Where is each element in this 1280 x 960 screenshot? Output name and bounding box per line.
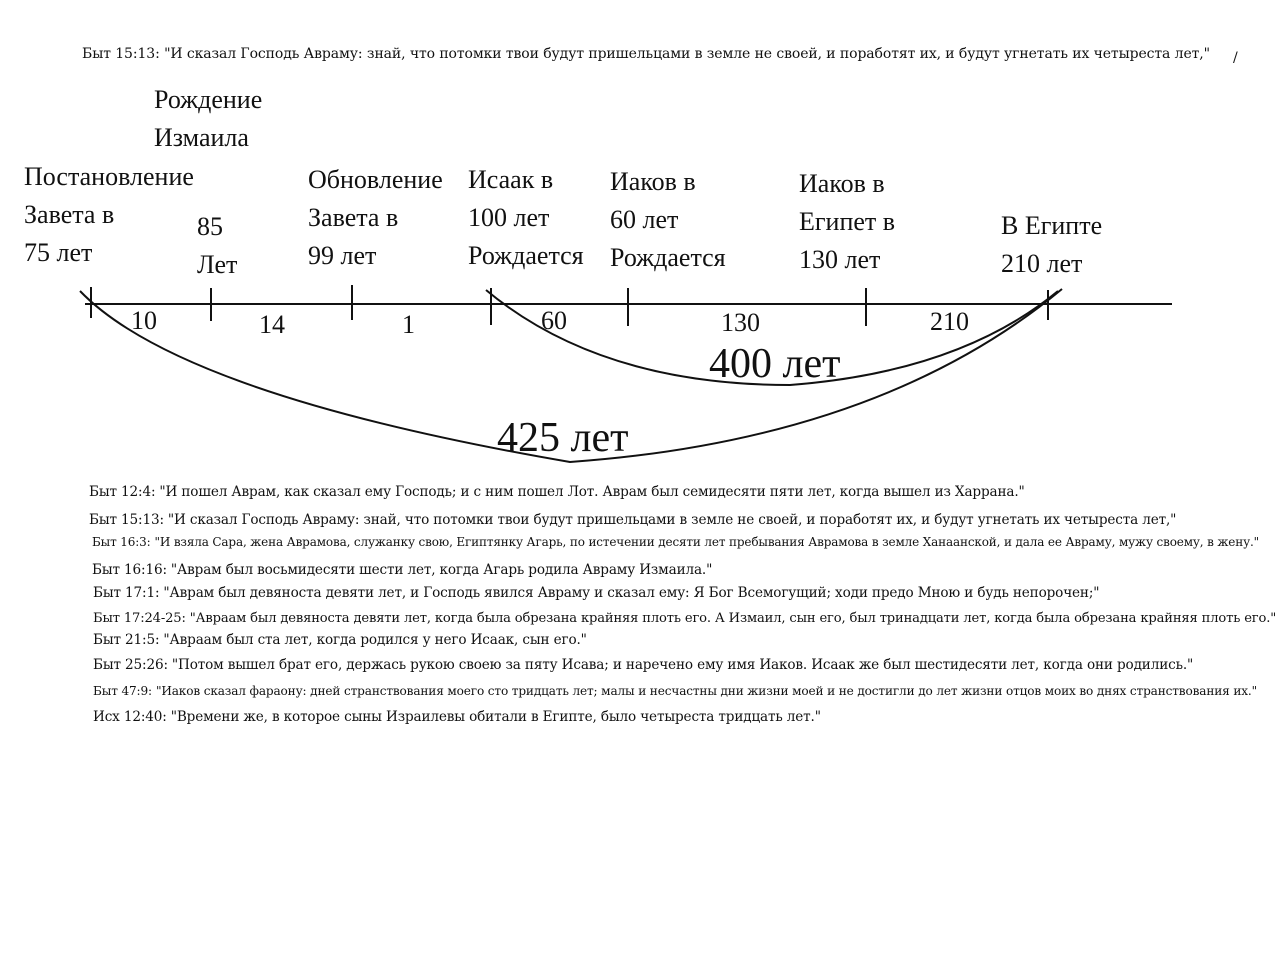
reference-text: "Иаков сказал фараону: дней странствования моего сто тридцать лет; малы и несчастны дни жизни моей и не достигли до лет жизни отцов моих во днях странствования их." (155, 684, 1258, 698)
event-line: В Египте (1001, 211, 1103, 240)
event-jacob-birth (610, 163, 726, 277)
top-quote-text: "И сказал Господь Авраму: знай, что потомки твои будут пришельцами в земле не своей, и поработят их, и будут угнетать их четыреста лет," (164, 46, 1210, 62)
reference-text: "Авраам был девяноста девяти лет, когда была обрезана крайняя плоть его. А Измаил, сын его, был тринадцати лет, когда была обрезана крайняя плоть его." (189, 611, 1277, 626)
reference-book: Быт 25:26: (93, 657, 168, 673)
segment-label: 14 (259, 310, 285, 339)
event-line: Обновление (308, 165, 443, 194)
reference-text: "Потом вышел брат его, держась рукою своею за пяту Исава; и наречено ему имя Иаков. Исаак же был шестидесяти лет, когда они родились." (171, 657, 1194, 673)
stray-mark: / (1233, 50, 1238, 66)
event-line: 100 лет (468, 203, 550, 232)
reference-line (93, 684, 1257, 698)
event-line: Лет (197, 250, 238, 279)
segment-label: 10 (131, 306, 157, 335)
reference-text: "И сказал Господь Авраму: знай, что потомки твои будут пришельцами в земле не своей, и поработят их, и будут угнетать их четыреста лет," (167, 512, 1177, 528)
reference-line (92, 535, 1259, 549)
reference-book: Быт 16:3: (92, 535, 151, 549)
reference-book: Исх 12:40: (93, 709, 167, 725)
reference-text: "И пошел Аврам, как сказал ему Господь; и с ним пошел Лот. Аврам был семидесяти пяти лет, когда вышел из Харрана." (159, 484, 1025, 500)
event-line: Египет в (799, 207, 896, 236)
event-line: Рождается (468, 241, 584, 270)
reference-line (93, 611, 1276, 626)
span-400-label: 400 лет (709, 341, 841, 387)
reference-book: Быт 21:5: (93, 632, 160, 648)
event-covenant-75 (24, 158, 194, 272)
event-ishmael-birth (154, 81, 262, 157)
segment-label: 130 (721, 308, 760, 337)
span-425-label: 425 лет (497, 415, 629, 461)
top-quote-ref: Быт 15:13: (82, 46, 160, 62)
event-line: Иаков в (799, 169, 885, 198)
event-age-85 (197, 208, 237, 284)
reference-line (93, 632, 587, 648)
reference-book: Быт 17:24-25: (93, 611, 186, 626)
reference-text: "И взяла Сара, жена Аврамова, служанку свою, Египтянку Агарь, по истечении десяти лет пребывания Аврамова в земле Ханаанской, и дала ее Авраму, мужу своему, в жену." (154, 535, 1260, 549)
reference-book: Быт 17:1: (93, 585, 160, 601)
event-line: Рождение (154, 85, 263, 114)
reference-text: "Авраам был ста лет, когда родился у него Исаак, сын его." (163, 632, 587, 648)
reference-line (89, 512, 1176, 528)
event-line: Исаак в (468, 165, 554, 194)
reference-book: Быт 15:13: (89, 512, 164, 528)
reference-line (93, 709, 821, 725)
event-line: Постановление (24, 162, 194, 191)
reference-line (89, 484, 1025, 500)
event-jacob-egypt (799, 165, 895, 279)
event-line: 99 лет (308, 241, 377, 270)
event-line: Измаила (154, 123, 249, 152)
reference-line (93, 657, 1193, 673)
segment-label: 60 (541, 306, 567, 335)
event-line: 85 (197, 212, 223, 241)
reference-text: "Аврам был восьмидесяти шести лет, когда Агарь родила Авраму Измаила." (170, 562, 713, 578)
event-covenant-99 (308, 161, 443, 275)
event-line: Рождается (610, 243, 726, 272)
event-line: 75 лет (24, 238, 93, 267)
segment-label: 210 (930, 307, 969, 336)
reference-book: Быт 47:9: (93, 684, 152, 698)
segment-label: 1 (402, 310, 415, 339)
event-line: 60 лет (610, 205, 679, 234)
reference-line (93, 585, 1099, 601)
reference-text: "Времени же, в которое сыны Израилевы обитали в Египте, было четыреста тридцать лет." (170, 709, 821, 725)
event-line: 210 лет (1001, 249, 1083, 278)
event-line: Завета в (308, 203, 399, 232)
event-line: 130 лет (799, 245, 881, 274)
event-line: Иаков в (610, 167, 696, 196)
reference-book: Быт 16:16: (92, 562, 167, 578)
event-isaac-birth (468, 161, 584, 275)
reference-text: "Аврам был девяноста девяти лет, и Господь явился Авраму и сказал ему: Я Бог Всемогущий; ходи предо Мною и будь непорочен;" (163, 585, 1100, 601)
event-line: Завета в (24, 200, 115, 229)
reference-line (92, 562, 712, 578)
event-in-egypt (1001, 207, 1102, 283)
reference-book: Быт 12:4: (89, 484, 156, 500)
